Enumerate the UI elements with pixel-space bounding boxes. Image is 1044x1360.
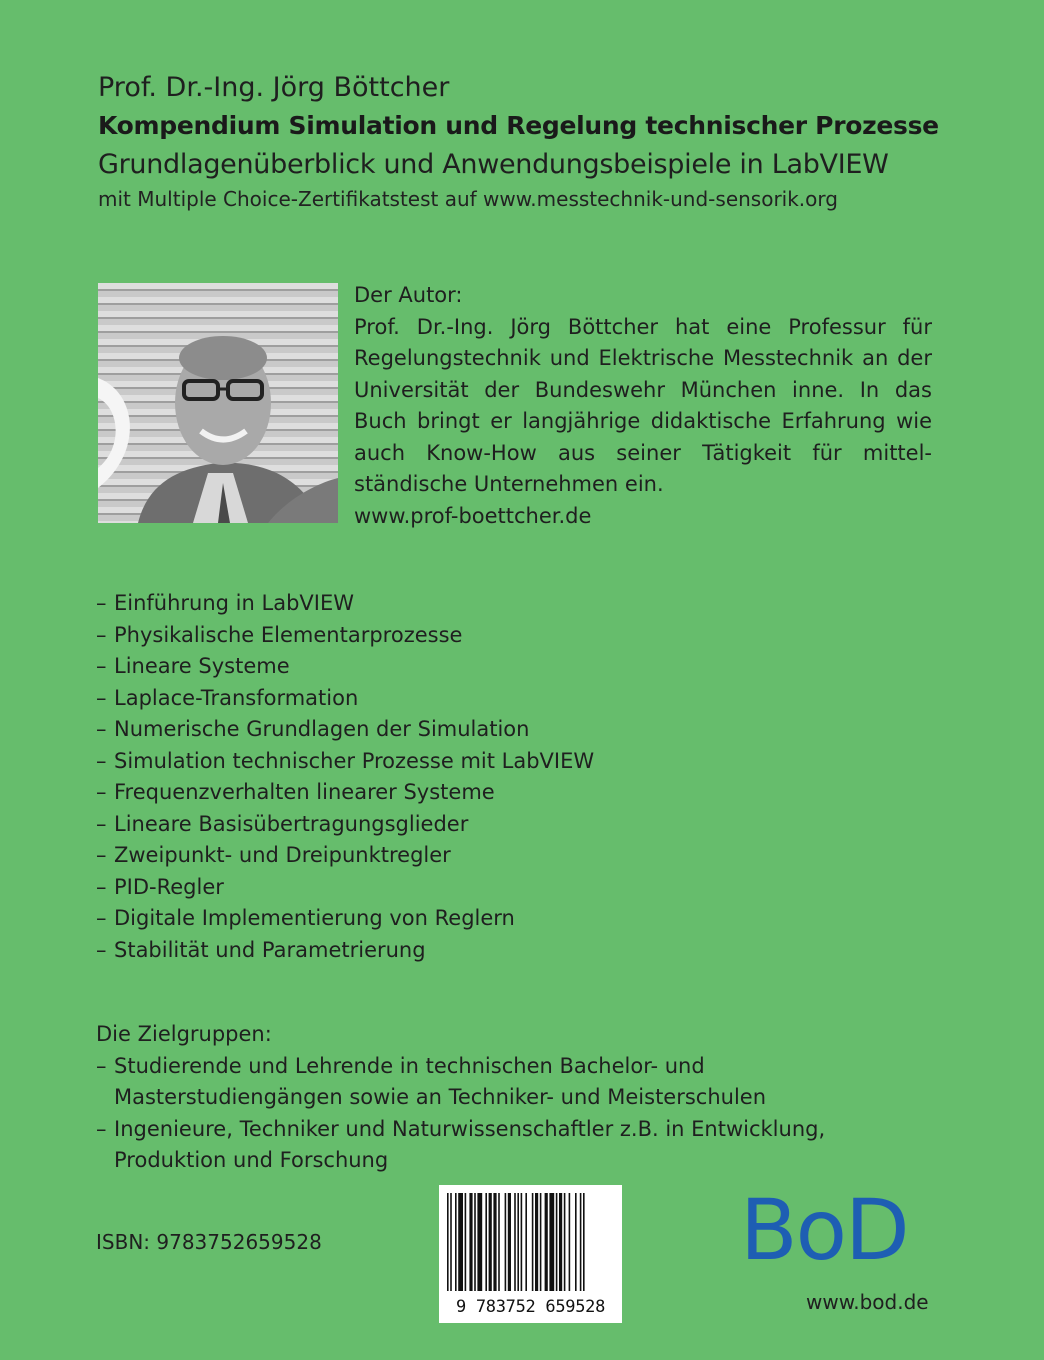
audience-heading: Die Zielgruppen: — [96, 1022, 272, 1046]
barcode-bar — [508, 1193, 511, 1291]
topic-label: Digitale Implementierung von Reglern — [114, 906, 515, 930]
topic-label: Lineare Basisübertragungsglieder — [114, 811, 469, 836]
topic-item — [96, 840, 594, 872]
topic-label: PID-Regler — [114, 874, 224, 899]
barcode-bar — [465, 1193, 467, 1291]
barcode-bar — [455, 1193, 457, 1291]
dash: – — [96, 1053, 107, 1078]
topic-label: Laplace-Transformation — [114, 685, 359, 710]
publisher-website[interactable]: www.bod.de — [806, 1290, 929, 1314]
topic-item — [96, 809, 594, 841]
barcode-digits: 9 783752 659528 — [455, 1297, 606, 1317]
topic-label: Einführung in LabVIEW — [114, 591, 354, 615]
barcode-bar — [532, 1193, 534, 1291]
topic-label: Physikalische Elementarprozesse — [114, 622, 463, 647]
topic-item — [96, 651, 594, 683]
topic-label: Frequenzverhalten linearer Systeme — [114, 780, 495, 804]
barcode-bar — [493, 1193, 496, 1291]
barcode-bar — [447, 1193, 449, 1291]
barcode-bar — [477, 1193, 482, 1291]
dash: – — [96, 717, 107, 741]
author-photo — [98, 283, 338, 523]
dash: – — [96, 874, 107, 899]
barcode-bar — [505, 1193, 507, 1291]
author-bio-heading: Der Autor: — [354, 283, 463, 307]
dash: – — [96, 780, 107, 804]
barcode-bar — [545, 1193, 548, 1291]
barcode-bar — [485, 1193, 487, 1291]
barcode-bar — [580, 1193, 582, 1291]
barcode-bar — [514, 1193, 516, 1291]
topic-item — [96, 588, 594, 620]
topic-item — [96, 777, 594, 809]
book-subtitle: Grundlagenüberblick und Anwendungsbeispiele in LabVIEW — [98, 149, 889, 180]
barcode-bar — [450, 1193, 452, 1291]
certificate-test-note: mit Multiple Choice-Zertifikatstest auf www.messtechnik-und-sensorik.org — [98, 187, 838, 211]
topic-item — [96, 935, 594, 967]
author-website-link[interactable]: www.prof-boettcher.de — [354, 503, 592, 528]
topic-item — [96, 714, 594, 746]
barcode-bar — [469, 1193, 472, 1291]
dash: – — [96, 811, 107, 836]
topics-list — [96, 588, 594, 966]
audience-list — [96, 1051, 936, 1177]
topic-label: Simulation technischer Prozesse mit LabVIEW — [114, 748, 595, 773]
topic-label: Zweipunkt- und Dreipunktregler — [114, 843, 451, 867]
audience-item — [96, 1051, 936, 1114]
dash: – — [96, 937, 107, 962]
barcode-bar — [498, 1193, 500, 1291]
barcode-bar — [521, 1193, 523, 1291]
dash: – — [96, 685, 107, 710]
topic-item — [96, 683, 594, 715]
topic-item — [96, 903, 594, 935]
topic-item — [96, 872, 594, 904]
topic-label: Stabilität und Parametrierung — [114, 937, 426, 962]
barcode-bar — [517, 1193, 519, 1291]
audience-text: Studierende und Lehrende in technischen Bachelor- und Masterstudiengängen sowie an Techniker- und Meisterschulen — [114, 1053, 767, 1109]
topic-label: Lineare Systeme — [114, 654, 290, 678]
barcode — [439, 1185, 622, 1323]
barcode-bar — [556, 1193, 558, 1291]
barcode-bar — [575, 1193, 577, 1291]
topic-item — [96, 746, 594, 778]
dash: – — [96, 654, 107, 678]
barcode-bar — [564, 1193, 566, 1291]
topic-item — [96, 620, 594, 652]
barcode-bar — [569, 1193, 571, 1291]
barcode-bar — [458, 1193, 463, 1291]
dash: – — [96, 622, 107, 647]
author-bio-text: Prof. Dr.-Ing. Jörg Böttcher hat eine Professur für Regelungstechnik und Elektrische Messtechnik an der Universität der Bundeswehr München inne. In das Buch bringt er langjährige didaktische Erfahrung wie auch Know-How aus seiner Tätigkeit für mittel-ständische Unternehmen ein. — [354, 314, 932, 496]
barcode-bar — [489, 1193, 492, 1291]
target-audience — [96, 1019, 936, 1177]
dash: – — [96, 843, 107, 867]
barcode-bar — [540, 1193, 542, 1291]
audience-item — [96, 1114, 936, 1177]
author-name: Prof. Dr.-Ing. Jörg Böttcher — [98, 72, 450, 103]
dash: – — [96, 748, 107, 773]
barcode-bar — [583, 1193, 585, 1291]
isbn: ISBN: 9783752659528 — [96, 1230, 322, 1254]
dash: – — [96, 591, 107, 615]
bod-logo: BoD — [740, 1181, 908, 1279]
author-bio — [354, 280, 932, 532]
barcode-bar — [559, 1193, 562, 1291]
book-title: Kompendium Simulation und Regelung technischer Prozesse — [98, 111, 939, 140]
dash: – — [96, 1116, 107, 1141]
barcode-bars — [439, 1185, 622, 1295]
barcode-bar — [474, 1193, 476, 1291]
barcode-bar — [525, 1193, 527, 1291]
audience-text: Ingenieure, Techniker und Naturwissenschaftler z.B. in Entwicklung, Produktion und Forschung — [114, 1116, 826, 1172]
header — [98, 70, 958, 214]
barcode-bar — [535, 1193, 538, 1291]
dash: – — [96, 906, 107, 930]
topic-label: Numerische Grundlagen der Simulation — [114, 717, 530, 741]
barcode-bar — [549, 1193, 554, 1291]
